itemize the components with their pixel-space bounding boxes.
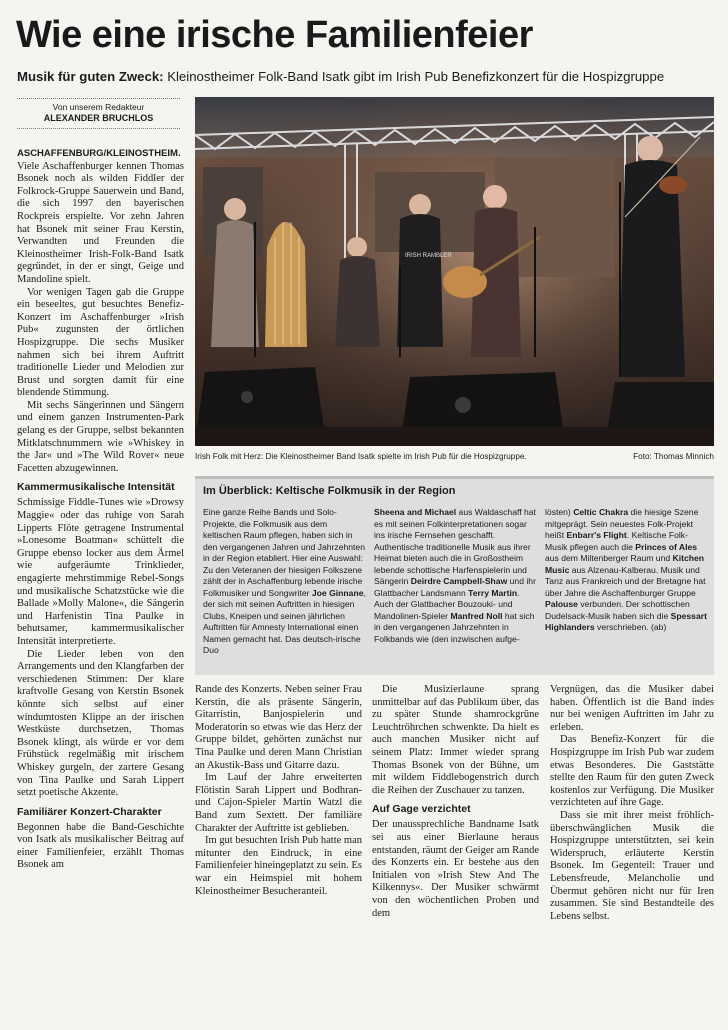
byline [17, 98, 180, 129]
info-text: Eine ganze Reihe Bands und Solo-Projekte, die Folkmusik aus dem keltischen Raum pflegen, haben sich in den vergangenen Jahren und Jahrzehnten in der Region etabliert. Hier eine Auswahl: Zu den Veteranen der hiesigen Folkszene zählt der in Aschaffenburg lebende irische Folkmusiker und Songwriter [203, 507, 365, 598]
article-paragraph: Der unaussprechliche Bandname Isatk sei aus einer Bierlaune heraus entstanden, räumt der Geiger am Rande des Konzerts ein. Er bestehe aus den Initialen von »Irish Stew And The Kilkennys«. Der Musiker schwärmt von den wöchentlichen Proben und dem [372, 819, 539, 919]
article-paragraph: Im Lauf der Jahre erweiterten Flötistin Sarah Lippert und Bodhran- und Cajon-Spieler Martin Watzl die Band zum Sextett. Der familiäre Charakter der Auftritte ist geblieben. [195, 772, 362, 834]
band-photo-illustration [195, 97, 714, 446]
info-highlight: Joe Ginnane [311, 587, 364, 598]
info-highlight: Deirdre Campbell-Shaw [410, 576, 508, 586]
info-box-column-2 [374, 507, 537, 645]
section-heading: Kammermusikalische Intensität [17, 481, 175, 494]
shirt-print: IRISH RAMBLER [405, 253, 452, 259]
article-paragraph: Im gut besuchten Irish Pub hatte man mitunter den Eindruck, in eine Familienfeier hineingeplatzt zu sein. Es war ein Heimspiel mit hohem Kleinostheimer Besucheranteil. [195, 835, 362, 897]
subhead-text: Kleinostheimer Folk-Band Isatk gibt im Irish Pub Benefizkonzert für die Hospizgruppe [163, 69, 665, 84]
info-box [195, 476, 714, 675]
info-highlight: Spessart Highlanders [545, 610, 707, 632]
byline-author: ALEXANDER BRUCHLOS [43, 113, 154, 123]
harp [265, 222, 307, 347]
info-text: aus Alzenau-Kalberau. Musik und Tanz aus Frankreich und der Bretagne hat über Jahre die Aschaffenburger Gruppe [545, 564, 706, 598]
info-text: . Auch der Glattbacher Bouzouki- und Mandolinen-Spieler [374, 587, 520, 621]
info-box-column-3 [545, 507, 708, 634]
subheadline [17, 69, 717, 85]
dateline: ASCHAFFENBURG/KLEINOSTHEIM. [17, 148, 181, 159]
article-paragraph: Mit sechs Sängerinnen und Sängern und einem ganzen Instrumenten-Park gelang es der Gruppe, selbst bekannten Mitklatschnummern wie »Whiskey in the Jar« und »The Wild Rover« neue Facetten abzugewinnen. [17, 399, 184, 474]
byline-pre: Von unserem Redakteur [52, 102, 145, 112]
article-paragraph: Schmissige Fiddle-Tunes wie »Drowsy Maggie« oder das ruhige von Sarah Lipperts Flöte getragene Instrumental »Lonesome Boatman« schüttelt die Gruppe ebenso locker aus dem Ärmel wie aufgeräumte Trinklieder, engagierte mehrstimmige Rebel-Songs und musikalische Schatzstücke wie die Ballade »Molly Malone«, die Sängerin und Harfenistin Tina Paulke in behutsamer, kammermusikalischer Intensität interpretierte. [17, 497, 184, 647]
section-heading: Auf Gage verzichtet [372, 803, 471, 816]
article-column-1 [17, 148, 184, 872]
photo-credit: Foto: Thomas Minnich [633, 452, 714, 461]
caption-text: Irish Folk mit Herz: Die Kleinostheimer Band Isatk spielte im Irish Pub für die Hospizgruppe. [195, 452, 527, 461]
article-paragraph [17, 148, 184, 287]
info-highlight: Terry Martin [468, 587, 518, 598]
info-text: hat sich in den vergangenen Jahrzehnten in Folkbands wie (den inzwischen aufge- [374, 610, 535, 644]
info-highlight: Princes of Ales [635, 541, 698, 552]
info-text: und ihr Glattbacher Landsmann [374, 576, 536, 598]
info-text: lösten) [545, 507, 574, 517]
info-text: aus dem Miltenberger Raum und [545, 553, 673, 563]
headline: Wie eine irische Familienfeier [16, 14, 533, 56]
article-column-3 [372, 684, 539, 920]
info-box-column-1 [203, 507, 366, 657]
article-paragraph: Vor wenigen Tagen gab die Gruppe ein beseeltes, gut besuchtes Benefiz-Konzert im Aschaffenburger »Irish Pub« zugunsten der örtlichen Hospizgruppe. Die sechs Musiker nahmen sich bei ihrem Auftritt traditionelle Lieder und Melodien zur Brust und sorgten damit für eine blendende Stimmung. [17, 286, 184, 399]
info-text: die hiesige Szene mitgeprägt. Sein neuestes Folk-Projekt heißt [545, 507, 699, 540]
article-paragraph: Begonnen habe die Band-Geschichte von Isatk als musikalischer Beitrag auf einer Familienfeier, erzählt Thomas Bsonek am [17, 821, 184, 871]
info-highlight: Enbarr's Flight [566, 530, 627, 540]
article-paragraph: Die Musizierlaune sprang unmittelbar auf das Publikum über, das zu später Stunde shamrockgrüne Leuchtröhrchen schwenkte. Da hielt es auch manchen Musiker nicht auf seinem Platz: Immer wieder sprang Thomas Bsonek von der Bühne, um mit wildem Fiddlebogenstrich durch die Reihen der Zuschauer zu tanzen. [372, 684, 539, 796]
paragraph-text: Viele Aschaffenburger kennen Thomas Bsonek noch als wilden Fiddler der Folkrock-Gruppe Sauerwein und Band, die sich 1997 den bayerischen Rockpreis erspielte. Vor zehn Jahren hat Bsonek mit seiner Frau Kerstin, Verwandten und Freunden die Kleinostheimer Irish-Folk-Band Isatk gegründet, in der er singt, Geige und Mandoline spielt. [17, 160, 184, 285]
info-text: , der sich mit seinen Auftritten in hiesigen Clubs, Kneipen und seinen jährlichen Auftritten für Amnesty International einen Namen gemacht hat. Das deutsch-irische Duo [203, 587, 366, 655]
section-heading: Familiärer Konzert-Charakter [17, 805, 162, 818]
band-photo [195, 97, 714, 446]
info-box-title: Im Überblick: Keltische Folkmusik in der Region [203, 485, 456, 497]
info-text: verbunden. Der schottischen Dudelsack-Musik haben sich die [545, 599, 690, 621]
info-text: aus Waldaschaff hat es mit seinen Folkinterpretationen sogar ins irische Fernsehen geschafft. Authentische traditionelle Musik aus ihrer Heimat bieten auch die in Großostheim lebende schottische Harfenspielerin und Sängerin [374, 507, 536, 586]
article-paragraph: Die Lieder leben von den Arrangements und den Klangfarben der verschiedenen Stimmen: Der klare kraftvolle Gesang von Kerstin Bsonek könnte sich selbst auf einer windumtosten Klippe an der irischen Westküste durchsetzen, Thomas Bsonek klingt, als würde er vor dem Frühstück regelmäßig mit irischem Whiskey gurgeln, der zartere Gesang von Tina Paulke und Sarah Lippert setzt poetische Akzente. [17, 648, 184, 799]
subhead-lead: Musik für guten Zweck: [17, 69, 164, 84]
article-column-4 [550, 684, 714, 923]
photo-caption [195, 452, 714, 462]
info-text: verschrieben. (ab) [594, 622, 667, 632]
article-paragraph: Das Benefiz-Konzert für die Hospizgruppe im Irish Pub war zudem etwas Besonderes. Die Gaststätte stellte den Raum für den guten Zweck kostenlos zur Verfügung. Die Musiker verzichteten auf ihre Gage. [550, 734, 714, 809]
article-paragraph: Vergnügen, das die Musiker dabei haben. Öffentlich ist die Band indes nur bei wenigen Auftritten im Jahr zu erleben. [550, 684, 714, 733]
article-column-2 [195, 684, 362, 898]
info-highlight: Kitchen Music [545, 553, 705, 575]
info-text: . Keltische Folk-Musik pflegen auch die [545, 530, 688, 552]
article-paragraph: Dass sie mit ihrer meist fröhlich-überschwänglichen Musik die Hospizgruppe unterstützten, sei kein Widerspruch, erläuterte Kerstin Bsonek. Im Gegenteil: Trauer und Lebensfreude, Melancholie und Übermut gehören nicht nur für Iren zusammen. Sie sind Bestandteile des Lebens selbst. [550, 809, 714, 922]
article-paragraph: Rande des Konzerts. Neben seiner Frau Kerstin, die als präsente Sängerin, Gitarristin, Banjospielerin und Moderatorin so etwas wie das Herz der Gruppe bildet, gehörten zunächst nur Tina Paulke und deren Mann Christian an Akustik-Bass und Gitarre dazu. [195, 684, 362, 771]
info-highlight: Sheena and Michael [374, 507, 457, 517]
info-highlight: Manfred Noll [450, 610, 503, 621]
info-highlight: Celtic Chakra [573, 507, 629, 517]
info-highlight: Palouse [545, 599, 578, 609]
